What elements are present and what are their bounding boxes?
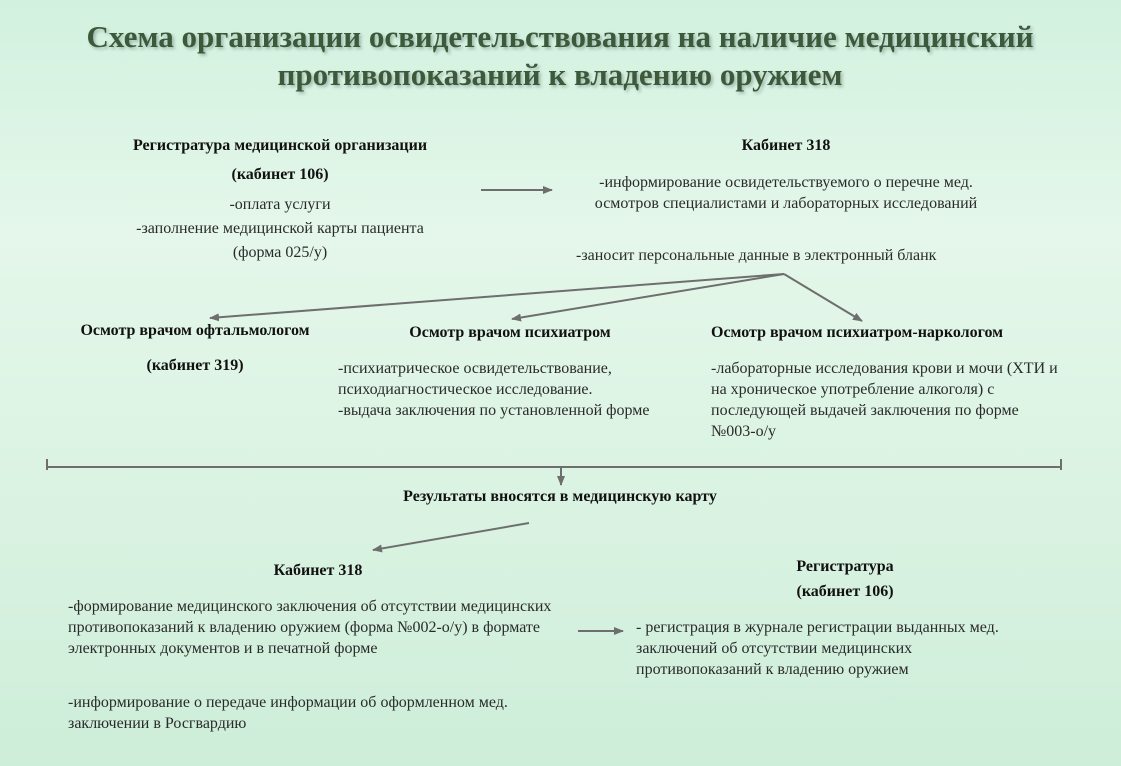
- registry-heading: Регистратура медицинской организации: [132, 137, 428, 154]
- registry-bottom-text: - регистрация в журнале регистрации выданных мед. заключений об отсутствии медицинских противопоказаний к владению оружием: [636, 619, 999, 678]
- narcologist-heading: Осмотр врачом психиатром-наркологом: [711, 324, 1004, 341]
- psychiatrist-conclusion: -выдача заключения по установленной форме: [338, 402, 650, 419]
- arrow-results-to-318: [373, 523, 529, 550]
- cabinet318-bottom-rosgvardia: -информирование о передаче информации об оформленном мед. заключении в Росгвардию: [68, 694, 508, 732]
- registry-line-payment: -оплата услуги: [229, 196, 331, 213]
- psychiatrist-heading: Осмотр врачом психиатром: [409, 324, 611, 341]
- registry-bottom-heading: Регистратура: [796, 558, 894, 575]
- title-line-1: Схема организации освидетельствования на наличие медицинский: [86, 19, 1034, 54]
- ophthalmologist-room: (кабинет 319): [146, 357, 244, 374]
- arrow-318-to-psychiatrist: [512, 274, 784, 319]
- psychiatrist-exam: -психиатрическое освидетельствование, психодиагностическое исследование.: [338, 360, 612, 398]
- cabinet318-top-data: -заносит персональные данные в электронный бланк: [576, 247, 937, 264]
- arrow-318-to-ophthalmologist: [210, 274, 784, 318]
- cabinet318-bottom-conclusion: -формирование медицинского заключения об отсутствии медицинских противопоказаний к владению оружием (форма №002-о/у) в формате электронных документов и в печатной форме: [68, 598, 552, 657]
- cabinet318-top-heading: Кабинет 318: [741, 137, 831, 154]
- title-line-2: противопоказаний к владению оружием: [277, 57, 843, 92]
- ophthalmologist-heading: Осмотр врачом офтальмологом: [80, 322, 310, 339]
- registry-line-card: -заполнение медицинской карты пациента: [136, 220, 424, 237]
- cabinet318-top-info: -информирование освидетельствуемого о перечне мед. осмотров специалистами и лабораторных исследований: [594, 174, 978, 212]
- narcologist-text: -лабораторные исследования крови и мочи (ХТИ и на хроническое употребление алкоголя) с последующей выдачей заключения по форме №003-о/у: [711, 360, 1058, 440]
- arrow-318-to-narcologist: [784, 274, 862, 321]
- cabinet318-bottom-heading: Кабинет 318: [273, 562, 363, 579]
- registry-bottom-room: (кабинет 106): [796, 583, 894, 600]
- registry-room: (кабинет 106): [231, 166, 329, 183]
- page-title: [60, 18, 1060, 94]
- registry-line-form: (форма 025/у): [232, 244, 328, 261]
- results-label: Результаты вносятся в медицинскую карту: [403, 488, 717, 505]
